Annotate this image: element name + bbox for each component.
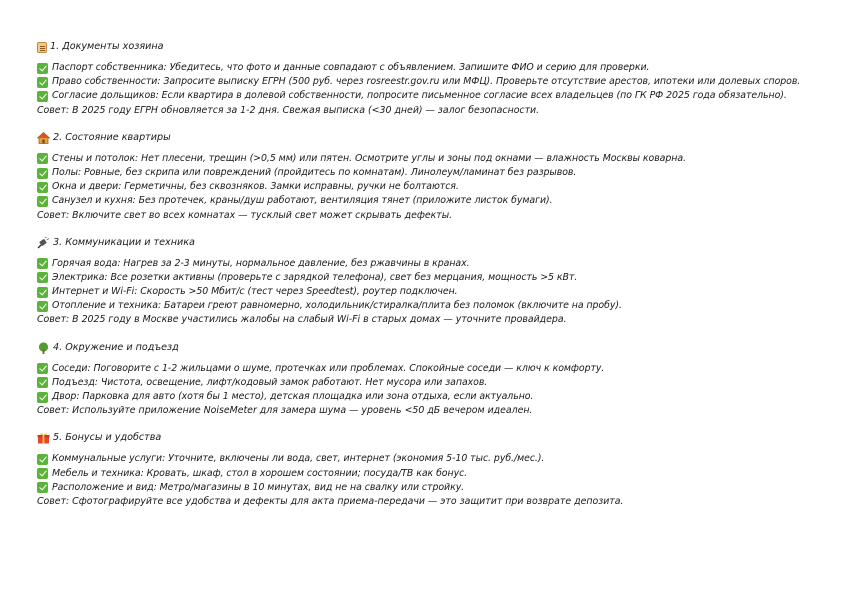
checklist-item <box>37 257 827 271</box>
checklist-item <box>37 299 827 313</box>
check-mark-icon <box>37 392 48 403</box>
checklist-item <box>37 75 827 89</box>
checklist-item <box>37 362 827 376</box>
checklist-item-text: Окна и двери: Герметичны, без сквозняков. Замки исправны, ручки не болтаются. <box>52 181 459 193</box>
section-tip: Совет: Сфотографируйте все удобства и дефекты для акта приема-передачи — это защитит при возврате депозита. <box>37 495 624 507</box>
checklist-item-text: Подъезд: Чистота, освещение, лифт/кодовый замок работают. Нет мусора или запахов. <box>52 376 488 388</box>
checklist-item-text: Двор: Парковка для авто (хотя бы 1 место), детская площадка или зона отдыха, если актуально. <box>52 391 534 402</box>
checklist-item <box>37 166 827 180</box>
check-mark-icon <box>37 287 48 298</box>
check-mark-icon <box>37 182 48 193</box>
checklist-item <box>37 467 827 481</box>
checklist-item <box>37 452 827 466</box>
gift-icon <box>37 432 50 444</box>
checklist-item-text: Расположение и вид: Метро/магазины в 10 минутах, вид не на свалку или стройку. <box>52 481 465 493</box>
checklist-document <box>37 40 827 522</box>
check-mark-icon <box>37 258 48 269</box>
check-mark-icon <box>37 77 48 88</box>
section-tip: Совет: В 2025 году ЕГРН обновляется за 1-2 дня. Свежая выписка (<30 дней) — залог безопасности. <box>37 104 540 116</box>
check-mark-icon <box>37 153 48 164</box>
checklist-item-text: Право собственности: Запросите выписку ЕГРН (500 руб. через rosreestr.gov.ru или МФЦ). Проверьте отсутствие арестов, ипотеки или долевых споров. <box>52 76 801 88</box>
checklist-item-text: Стены и потолок: Нет плесени, трещин (>0,5 мм) или пятен. Осмотрите углы и зоны под окнами — влажность Москвы коварна. <box>52 152 686 164</box>
checklist-item-text: Отопление и техника: Батареи греют равномерно, холодильник/стиралка/плита без поломок (включите на пробу). <box>52 300 622 312</box>
checklist-item-text: Соседи: Поговорите с 1-2 жильцами о шуме, протечках или проблемах. Спокойные соседи — ключ к комфорту. <box>52 362 605 374</box>
tree-icon <box>37 342 50 354</box>
house-icon <box>37 132 50 144</box>
checklist-item-text: Коммунальные услуги: Уточните, включены ли вода, свет, интернет (экономия 5-10 тыс. руб./мес.). <box>52 453 545 465</box>
scroll-icon <box>37 42 47 53</box>
section-bonuses-amenities <box>37 431 827 509</box>
checklist-item <box>37 376 827 390</box>
checklist-item <box>37 390 827 404</box>
section-tip: Совет: Включите свет во всех комнатах — тусклый свет может скрывать дефекты. <box>37 209 453 221</box>
checklist-item-text: Полы: Ровные, без скрипа или повреждений (пройдитесь по комнатам). Линолеум/ламинат без разрывов. <box>52 166 577 178</box>
check-mark-icon <box>37 168 48 179</box>
checklist-item <box>37 89 827 103</box>
section-heading <box>37 40 827 54</box>
checklist-item <box>37 271 827 285</box>
check-mark-icon <box>37 91 48 102</box>
plug-icon <box>37 237 50 249</box>
section-heading <box>37 431 827 445</box>
check-mark-icon <box>37 63 48 74</box>
check-mark-icon <box>37 196 48 207</box>
checklist-item <box>37 180 827 194</box>
checklist-item-text: Паспорт собственника: Убедитесь, что фото и данные совпадают с объявлением. Запишите ФИО и серию для проверки. <box>52 62 650 73</box>
checklist-item-text: Санузел и кухня: Без протечек, краны/душ работают, вентиляция тянет (приложите листок бумаги). <box>52 195 553 207</box>
section-surroundings-entrance <box>37 341 827 419</box>
section-tip: Совет: Используйте приложение NoiseMeter для замера шума — уровень <50 дБ вечером идеален. <box>37 405 533 417</box>
check-mark-icon <box>37 363 48 374</box>
check-mark-icon <box>37 482 48 493</box>
checklist-item-text: Электрика: Все розетки активны (проверьте с зарядкой телефона), свет без мерцания, мощность >5 кВт. <box>52 271 578 283</box>
checklist-item-text: Интернет и Wi-Fi: Скорость >50 Мбит/с (тест через Speedtest), роутер подключен. <box>52 286 458 298</box>
section-tip: Совет: В 2025 году в Москве участились жалобы на слабый Wi-Fi в старых домах — уточните провайдера. <box>37 314 567 326</box>
section-utilities-equipment <box>37 236 827 328</box>
section-title: 5. Бонусы и удобства <box>53 432 162 444</box>
checklist-item <box>37 61 827 75</box>
checklist-item <box>37 285 827 299</box>
check-mark-icon <box>37 301 48 312</box>
checklist-item-text: Мебель и техника: Кровать, шкаф, стол в хорошем состоянии; посуда/ТВ как бонус. <box>52 467 468 479</box>
section-heading <box>37 236 827 250</box>
check-mark-icon <box>37 377 48 388</box>
check-mark-icon <box>37 468 48 479</box>
section-apartment-condition <box>37 131 827 223</box>
section-owner-documents <box>37 40 827 118</box>
checklist-item <box>37 481 827 495</box>
section-title: 2. Состояние квартиры <box>53 131 171 143</box>
checklist-item-text: Горячая вода: Нагрев за 2-3 минуты, нормальное давление, без ржавчины в кранах. <box>52 257 470 269</box>
checklist-item <box>37 152 827 166</box>
section-title: 3. Коммуникации и техника <box>53 236 195 248</box>
section-heading <box>37 131 827 145</box>
section-title: 4. Окружение и подъезд <box>53 341 179 353</box>
check-mark-icon <box>37 272 48 283</box>
checklist-item-text: Согласие дольщиков: Если квартира в долевой собственности, попросите письменное согласие всех владельцев (по ГК РФ 2025 года обязательно). <box>52 90 787 102</box>
checklist-item <box>37 194 827 208</box>
check-mark-icon <box>37 454 48 465</box>
section-title: 1. Документы хозяина <box>50 41 164 52</box>
section-heading <box>37 341 827 355</box>
